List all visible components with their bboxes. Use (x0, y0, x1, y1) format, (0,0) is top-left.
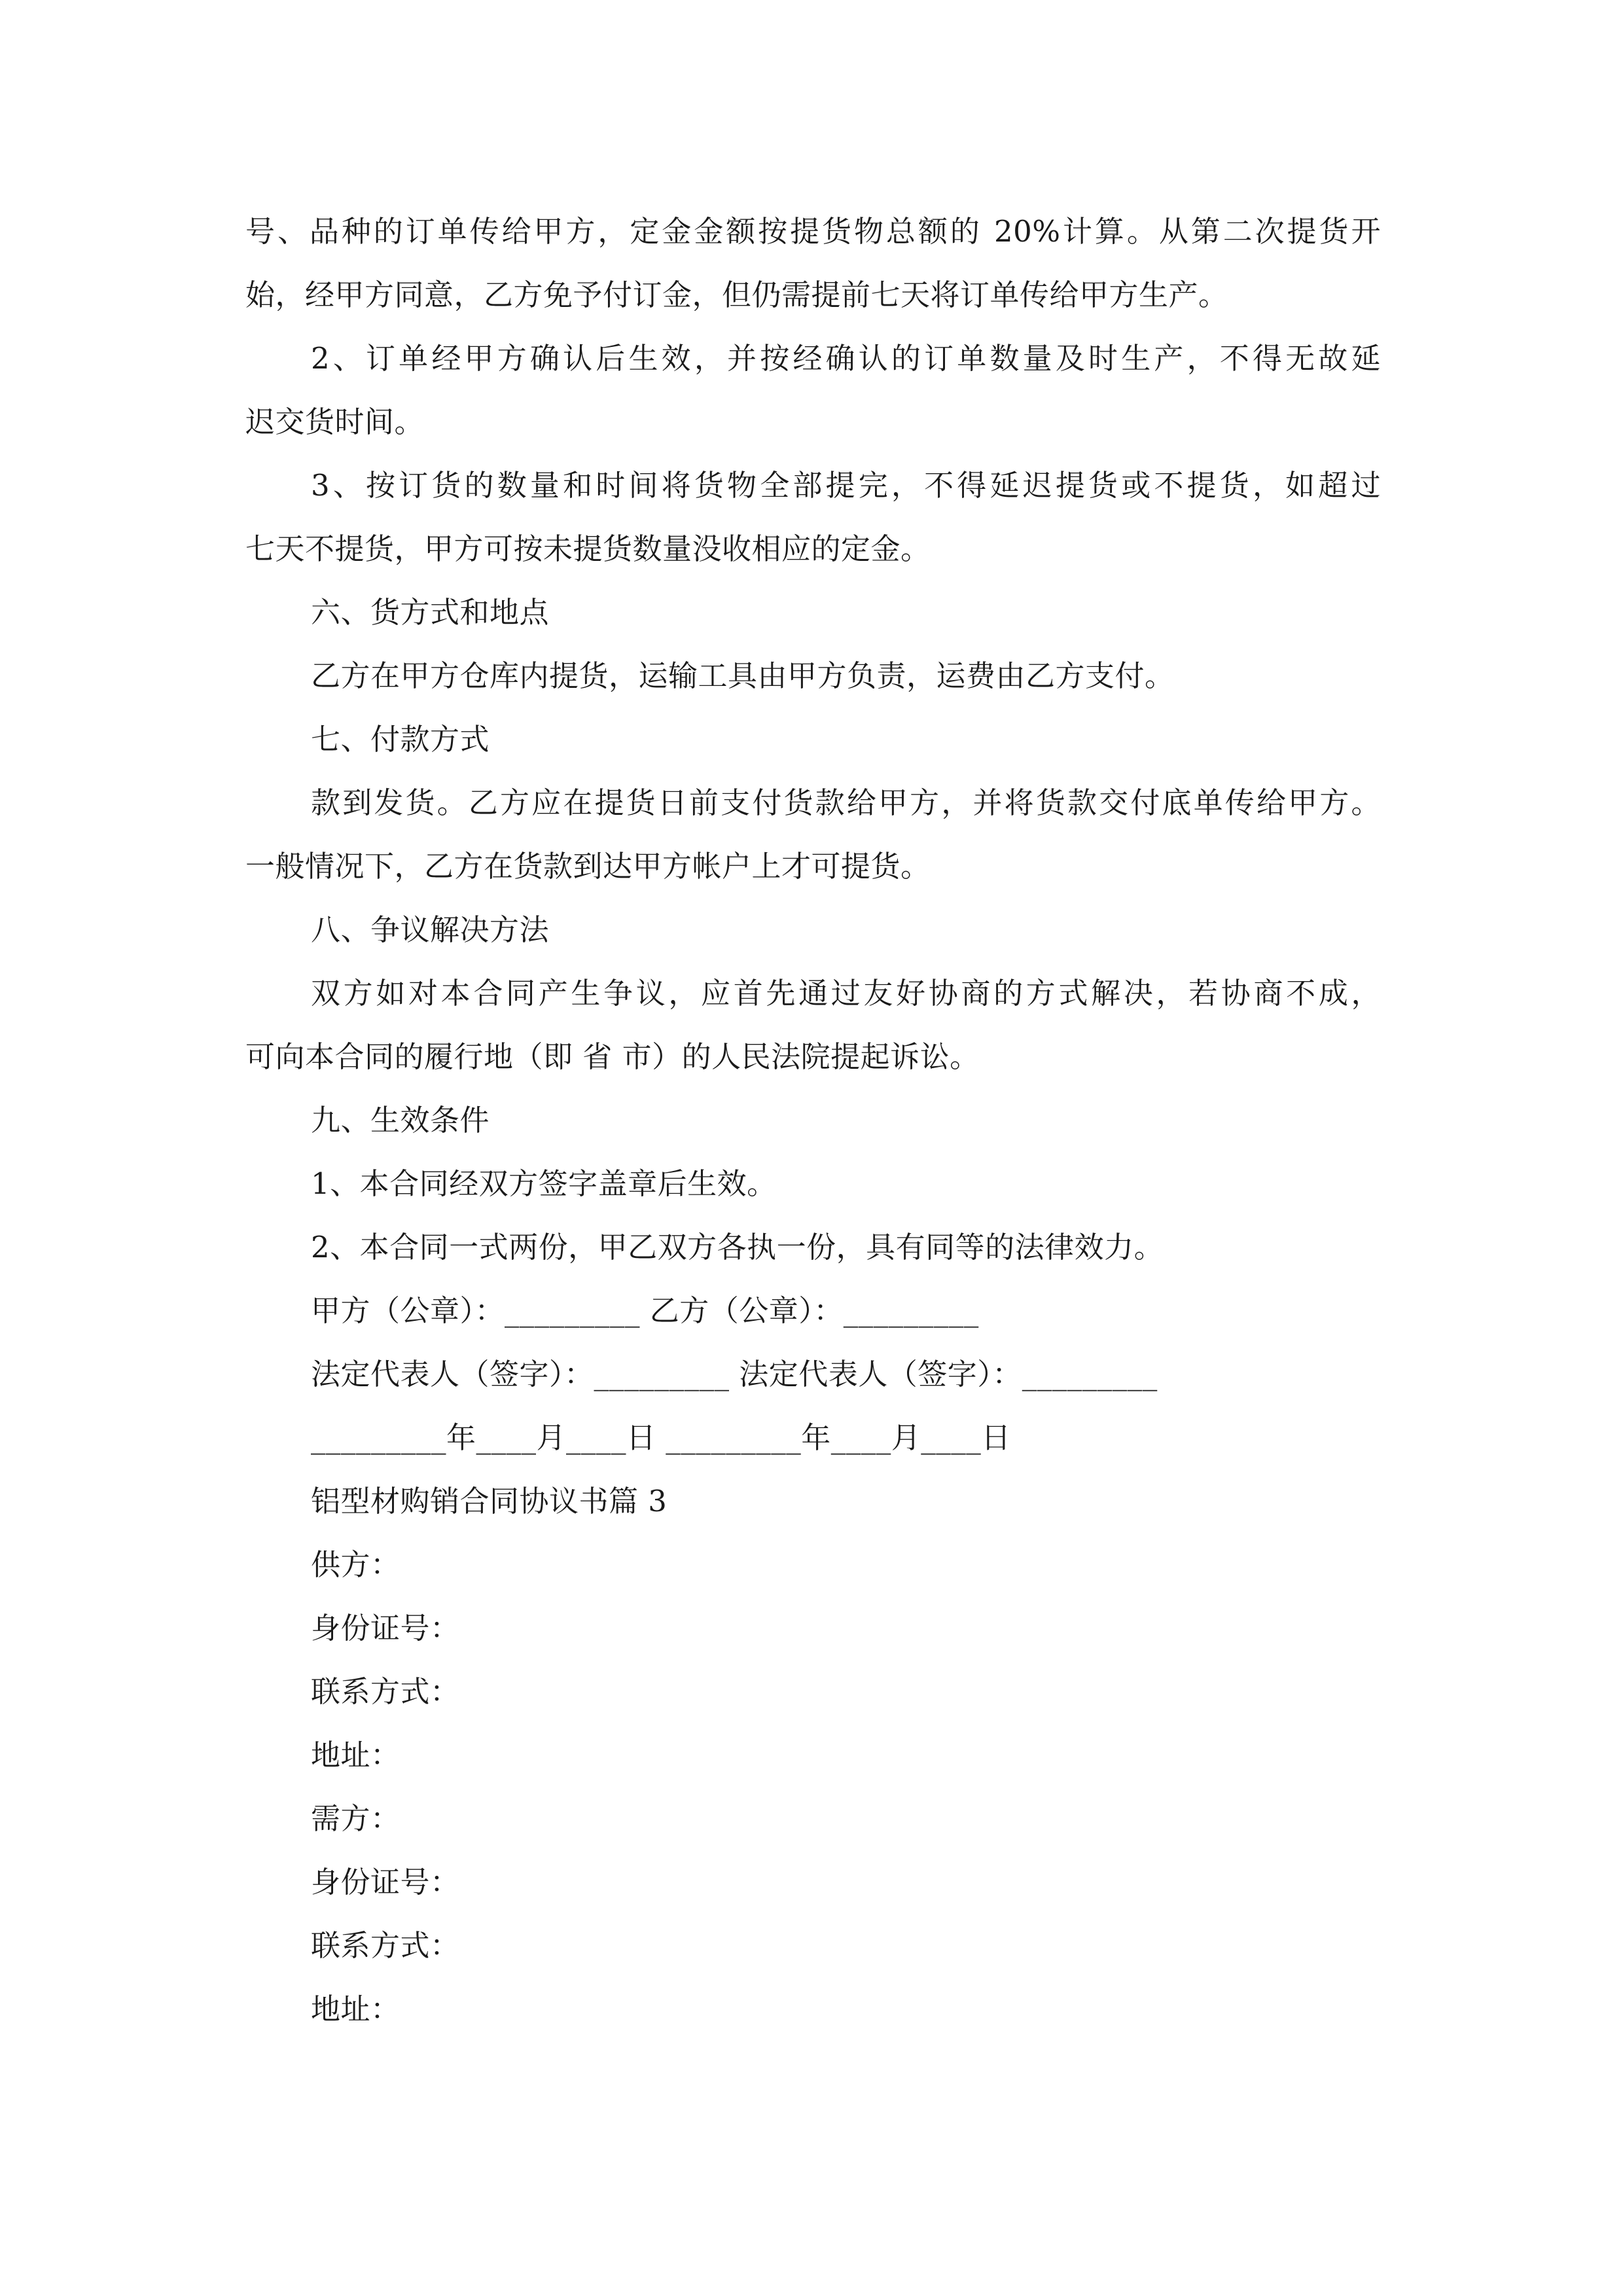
text-line: 七天不提货，甲方可按未提货数量没收相应的定金。 (245, 531, 931, 566)
text-line: 1、本合同经双方签字盖章后生效。 (311, 1166, 777, 1201)
form-field-label: 地址： (311, 1992, 401, 2026)
date-line: _________年____月____日 _________年____月____日 (311, 1420, 1011, 1455)
text-line: 2、订单经甲方确认后生效，并按经确认的订单数量及时生产，不得无故延 (311, 341, 1381, 376)
form-field-label: 供方： (311, 1547, 401, 1582)
document-body (245, 200, 1381, 2041)
text-line: 3、按订货的数量和时间将货物全部提完，不得延迟提货或不提货，如超过 (311, 468, 1381, 503)
signature-line: 法定代表人（签字）：_________ 法定代表人（签字）：_________ (311, 1357, 1158, 1391)
text-line: 迟交货时间。 (245, 404, 425, 439)
text-line: 乙方在甲方仓库内提货，运输工具由甲方负责，运费由乙方支付。 (311, 658, 1175, 693)
section-heading: 七、付款方式 (311, 722, 490, 757)
text-line: 一般情况下，乙方在货款到达甲方帐户上才可提货。 (245, 849, 931, 884)
section-title: 铝型材购销合同协议书篇 3 (311, 1484, 668, 1518)
section-heading: 九、生效条件 (311, 1103, 490, 1138)
signature-line: 甲方（公章）：_________ 乙方（公章）：_________ (311, 1293, 979, 1328)
text-line: 号、品种的订单传给甲方，定金金额按提货物总额的 20%计算。从第二次提货开 (245, 214, 1381, 249)
text-line: 2、本合同一式两份，甲乙双方各执一份，具有同等的法律效力。 (311, 1230, 1164, 1265)
form-field-label: 需方： (311, 1801, 401, 1836)
text-line: 可向本合同的履行地（即 省 市）的人民法院提起诉讼。 (245, 1039, 980, 1074)
section-heading: 六、货方式和地点 (311, 595, 550, 630)
section-heading: 八、争议解决方法 (311, 912, 550, 947)
form-field-label: 联系方式： (311, 1928, 460, 1963)
form-field-label: 地址： (311, 1738, 401, 1772)
text-line: 双方如对本合同产生争议，应首先通过友好协商的方式解决，若协商不成， (311, 976, 1381, 1011)
text-line: 款到发货。乙方应在提货日前支付货款给甲方，并将货款交付底单传给甲方。 (311, 785, 1381, 820)
form-field-label: 身份证号： (311, 1865, 460, 1899)
text-line: 始，经甲方同意，乙方免予付订金，但仍需提前七天将订单传给甲方生产。 (245, 278, 1228, 312)
form-field-label: 身份证号： (311, 1611, 460, 1645)
form-field-label: 联系方式： (311, 1674, 460, 1709)
